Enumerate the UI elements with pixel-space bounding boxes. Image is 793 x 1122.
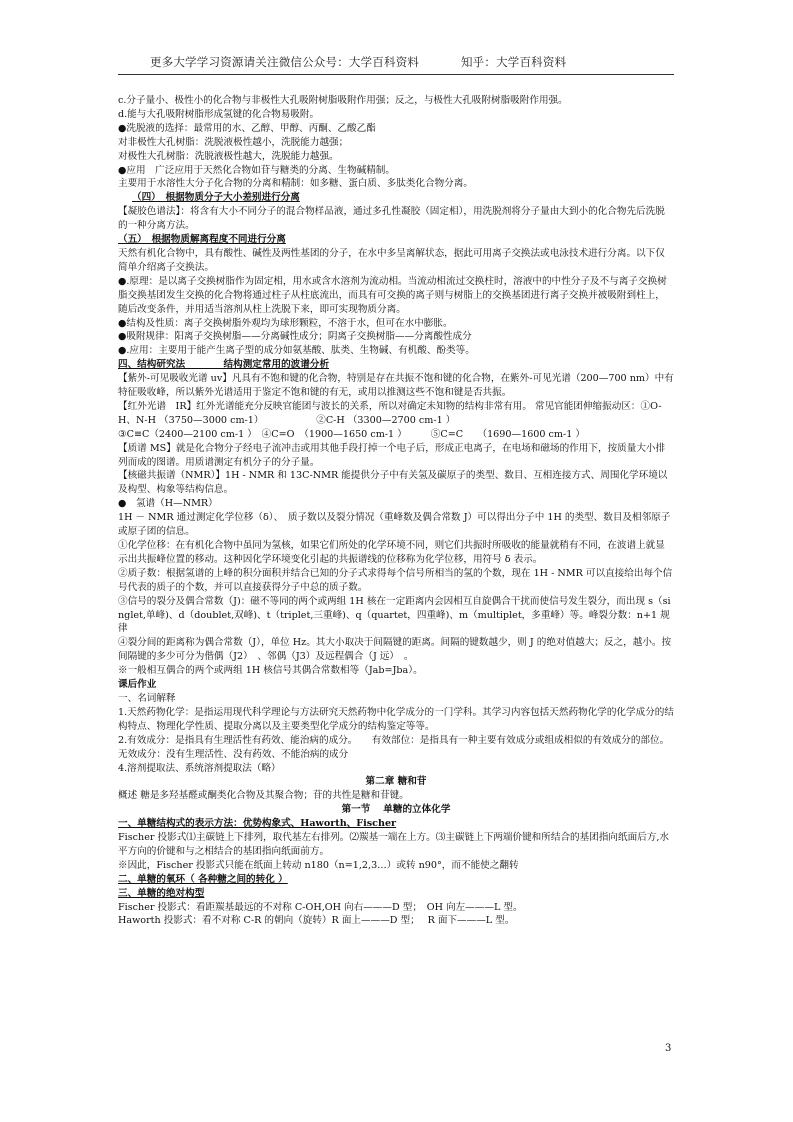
text-line: ③C≡C（2400—2100 cm-1 ） ④C=O （1900—1650 cm-1 ） ⑤C=C （1690—1600 cm-1 ）	[118, 428, 586, 440]
text-line: ●应用 广泛应用于天然化合物如苷与糖类的分离、生物碱精制。	[118, 164, 395, 176]
text-line: ●洗脱液的选择：最常用的水、乙醇、甲醇、丙酮、乙酸乙酯	[118, 122, 376, 134]
text-line: 天然有机化合物中，具有酸性、碱性及两性基团的分子，在水中多呈离解状态，据此可用离子交换法或电泳技术进行分离。以下仅简单介绍离子交换法。	[118, 247, 665, 273]
header-rule	[118, 74, 674, 75]
section-heading: 四、结构研究法 结构测定常用的波谱分析	[118, 359, 330, 371]
text-line: d.能与大孔吸附树脂形成氢键的化合物易吸附。	[118, 108, 320, 120]
text-line: 概述 糖是多羟基醛或酮类化合物及其聚合物；苷的共性是糖和苷键。	[118, 790, 409, 802]
text-line: ※一般相互偶合的两个或两组 1H 核信号其偶合常数相等（Jab=Jba）。	[118, 665, 423, 677]
section-heading: 三、单糖的绝对构型	[118, 887, 205, 899]
text-line: ●.应用：主要用于能产生离子型的成分如氨基酸、肽类、生物碱、有机酸、酚类等。	[118, 345, 475, 357]
header-right-text: 知乎：大学百科资料	[460, 55, 567, 69]
text-line: 【凝胶色谱法】：将含有大小不同分子的混合物样品液，通过多孔性凝胶（固定相），用洗脱剂将分子量由大到小的化合物先后洗脱的一种分离方法。	[118, 206, 665, 232]
chapter-title: 第二章 糖和苷	[365, 776, 427, 788]
section-title: 第一节 单糖的立体化学	[341, 804, 451, 816]
text-line: ②质子数：根据氢谱的上峰的积分面积并结合已知的分子式求得每个信号所相当的氢的个数，现在 1H - NMR 可以直接给出每个信号代表的质子的个数，并可以直接获得分子中总的质子数。	[118, 567, 673, 593]
text-line: ①化学位移：在有机化合物中虽同为氢核，如果它们所处的化学环境不同，则它们共振时所吸收的能量就稍有不同，在波谱上就显示出共振峰位置的移动。这种因化学环境变化引起的共振谱线的位移称为化学位移，用符号 δ 表示。	[118, 540, 665, 565]
page-body	[118, 94, 674, 928]
section-heading: （五） 根据物质解离程度不同进行分离	[118, 234, 286, 246]
page-number: 3	[665, 1043, 672, 1054]
text-line: ④裂分间的距离称为偶合常数（J），单位 Hz。其大小取决于间隔键的距离。间隔的键数越少，则 J 的绝对值越大；反之，越小。按间隔键的多少可分为偕偶（J2） 、邻偶（J3）及远程偶合（J 远） 。	[118, 637, 672, 663]
text-line: 【核磁共振谱（NMR）】1H - NMR 和 13C-NMR 能提供分子中有关氢及碳原子的类型、数目、互相连接方式、周围化学环境以及构型、构象等结构信息。	[118, 470, 668, 496]
section-heading: （四） 根据物质分子大小差别进行分离	[132, 192, 300, 204]
text-line: 1.天然药物化学：是指运用现代科学理论与方法研究天然药物中化学成分的一门学科。其学习内容包括天然药物化学的化学成分的结构特点、物理化学性质、提取分离以及主要类型化学成分的结构鉴定等等。	[118, 706, 674, 732]
text-line: 主要用于水溶性大分子化合物的分离和精制：如多糖、蛋白质、多肽类化合物分离。	[118, 178, 473, 190]
section-heading: 一、单糖结构式的表示方法：优势构象式、Haworth、Fischer	[118, 818, 397, 830]
text-line: ③信号的裂分及偶合常数（J)：磁不等同的两个或两组 1H 核在一定距离内会因相互自旋偶合干扰而使信号发生裂分，而出现 s（singlet,单峰)、d（doublet,双峰)、t（triplet,三重峰)、q（quartet，四重峰)、m（multiplet，多重峰）等。峰裂分数：n+1 规律	[118, 595, 671, 635]
text-line: ●结构及性质：离子交换树脂外观均为球形颗粒，不溶于水，但可在水中膨胀。	[118, 317, 453, 329]
section-heading: 课后作业	[118, 679, 157, 691]
text-line: 对极性大孔树脂：洗脱液极性越大，洗脱能力越强。	[118, 150, 339, 162]
text-line: 【紫外-可见吸收光谱 uv】凡具有不饱和键的化合物，特别是存在共振不饱和键的化合物，在紫外-可见光谱（200—700 nm）中有特征吸收峰，所以紫外光谱适用于鉴定不饱和键的有无，或用以推测这些不饱和键是否共振。	[118, 373, 674, 399]
text-line: 【红外光谱 IR】红外光谱能充分反映官能团与波长的关系，所以对确定未知物的结构非常有用。 常见官能团伸缩振动区：①O-H、N-H （3750—3000 cm-1） ②C-H （3300—2700 cm-1 ）	[118, 400, 662, 426]
text-line: 对非极性大孔树脂：洗脱液极性越小，洗脱能力越强；	[118, 136, 349, 148]
header-left-text: 更多大学学习资源请关注微信公众号：大学百科资料	[150, 55, 420, 69]
text-line: ●吸附规律：阳离子交换树脂——分离碱性成分；阴离子交换树脂——分离酸性成分	[118, 331, 472, 343]
text-line: Fischer 投影式：看距羰基最远的不对称 C-OH,OH 向右———D 型； OH 向左———L 型。	[118, 901, 523, 913]
section-heading: 二、单糖的氧环（ 各种糖之间的转化 ）	[118, 873, 288, 885]
text-line: ※因此，Fischer 投影式只能在纸面上转动 n180（n=1,2,3…）或转 n90°，而不能使之翻转	[118, 859, 519, 871]
text-line: Haworth 投影式：看不对称 C-R 的朝向（旋转）R 面上———D 型； R 面下———L 型。	[118, 915, 515, 927]
text-line: 【质谱 MS】就是化合物分子经电子流冲击或用其他手段打掉一个电子后，形成正电离子，在电场和磁场的作用下，按质量大小排列而成的图谱。用质谱测定有机分子的分子量。	[118, 442, 666, 468]
text-line: ● 氢谱（H—NMR）	[118, 498, 218, 510]
text-line: c.分子量小、极性小的化合物与非极性大孔吸附树脂吸附作用强；反之，与极性大孔吸附树脂吸附作用强。	[118, 95, 568, 106]
text-line: Fischer 投影式⑴主碳链上下排列，取代基左右排列。⑵羰基一端在上方。⑶主碳链上下两端价键和所结合的基团指向纸面后方,水平方向的价键和与之相结合的基团指向纸面前方。	[118, 832, 670, 857]
text-line: 一、名词解释	[118, 692, 176, 704]
text-line: 4.溶剂提取法、系统溶剂提取法（略）	[118, 762, 281, 774]
text-line: 2.有效成分：是指具有生理活性有药效、能治病的成分。 有效部位：是指具有一种主要有效成分或组成相似的有效成分的部位。无效成分：没有生理活性、没有药效、不能治病的成分	[118, 734, 670, 760]
text-line: ●.原理：是以离子交换树脂作为固定相，用水或含水溶剂为流动相。当流动相流过交换柱时，溶液中的中性分子及不与离子交换树脂交换基团发生交换的化合物将通过柱子从柱底流出，而具有可交换的离子则与树脂上的交换基团进行离子交换并被吸附到柱上，随后改变条件，并用适当溶剂从柱上洗脱下来，即可实现物质分离。	[118, 275, 667, 315]
page-header	[150, 54, 670, 70]
text-line: 1H － NMR 通过测定化学位移（δ）、 质子数以及裂分情况（重峰数及偶合常数 J）可以得出分子中 1H 的类型、数目及相邻原子或原子团的信息。	[118, 512, 671, 538]
